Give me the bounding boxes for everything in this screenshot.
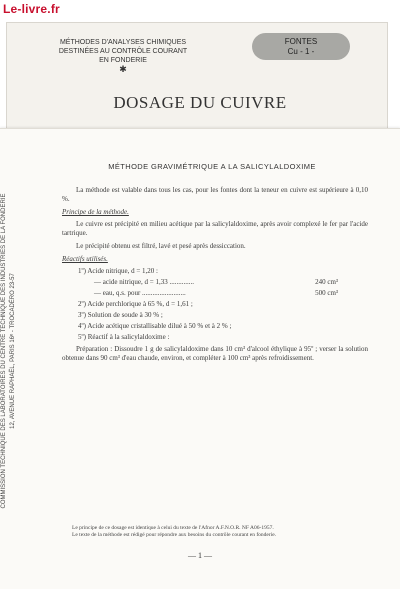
badge-line-2: Cu - 1 -	[287, 47, 315, 56]
reagents-heading: Réactifs utilisés.	[62, 255, 108, 263]
reagent-1a-value: 240 cm³	[315, 278, 338, 286]
footnote-1: Le principe de ce dosage est identique à celui du texte de l'Afnor A.F.N.O.R. NF A06-1957.	[72, 525, 274, 531]
header-line-3: EN FONDERIE	[99, 57, 147, 64]
reagent-1b-label: — eau, q.s. pour .........................	[94, 289, 186, 297]
header-line-2: DESTINÉES AU CONTRÔLE COURANT	[58, 48, 188, 55]
reagent-1b-value: 500 cm³	[315, 289, 338, 297]
star-icon: ✱	[119, 64, 127, 74]
principle-heading: Principe de la méthode.	[62, 208, 129, 216]
footnote-2: Le texte de la méthode est rédigé pour répondre aux besoins du contrôle courant en fonderie.	[72, 532, 277, 538]
footnotes	[72, 525, 362, 539]
badge-line-1: FONTES	[284, 37, 318, 46]
reagent-3: 3º) Solution de soude à 30 % ;	[78, 311, 163, 319]
page-title: DOSAGE DU CUIVRE	[113, 93, 287, 112]
method-subtitle: MÉTHODE GRAVIMÉTRIQUE A LA SALICYLALDOXIME	[108, 162, 316, 171]
principle-paragraph-1: Le cuivre est précipité en milieu acétique par la salicylaldoxime, après avoir complexé le fer par l'acide tartrique.	[62, 220, 368, 237]
reagents-list	[62, 267, 368, 342]
reagent-1a-label: — acide nitrique, d = 1,33 ..............	[94, 278, 194, 286]
intro-paragraph: La méthode est valable dans tous les cas, pour les fontes dont la teneur en cuivre est supérieure à 0,10 %.	[62, 186, 368, 203]
preparation-paragraph: Préparation : Dissoudre 1 g de salicylaldoxime dans 10 cm³ d'alcool éthylique à 95º ; verser la solution obtenue dans 90 cm³ d'eau chaude, environ, et compléter à 100 cm³ après refroidissement.	[62, 345, 368, 362]
page-number: — 1 —	[188, 551, 212, 560]
header-series-title	[48, 38, 198, 74]
header-line-1: MÉTHODES D'ANALYSES CHIMIQUES	[59, 39, 187, 46]
reagent-4: 4º) Acide acétique cristallisable dilué à 50 % et à 2 % ;	[78, 322, 232, 330]
principle-paragraph-2: Le précipité obtenu est filtré, lavé et pesé après dessiccation.	[76, 242, 246, 250]
reagent-1a	[78, 278, 368, 287]
vertical-line-2: 12, AVENUE RAPHAËL, PARIS 16ᵉ - TROCADÉRO 23-57	[10, 273, 16, 429]
reagent-5: 5º) Réactif à la salicylaldoxime :	[78, 333, 170, 341]
category-badge	[252, 33, 350, 60]
vertical-publisher-note	[0, 186, 30, 516]
reagent-2: 2º) Acide perchlorique à 65 %, d = 1,61 ;	[78, 300, 193, 308]
watermark-logo: Le-livre.fr	[3, 2, 60, 16]
document-body	[62, 186, 368, 367]
reagent-1: 1º) Acide nitrique, d = 1,20 :	[78, 267, 158, 275]
vertical-line-1: COMMISSION TECHNIQUE DES LABORATOIRES DU CENTRE TECHNIQUE DES INDUSTRIES DE LA FONDERIE	[1, 193, 7, 509]
reagent-1b	[78, 289, 368, 298]
